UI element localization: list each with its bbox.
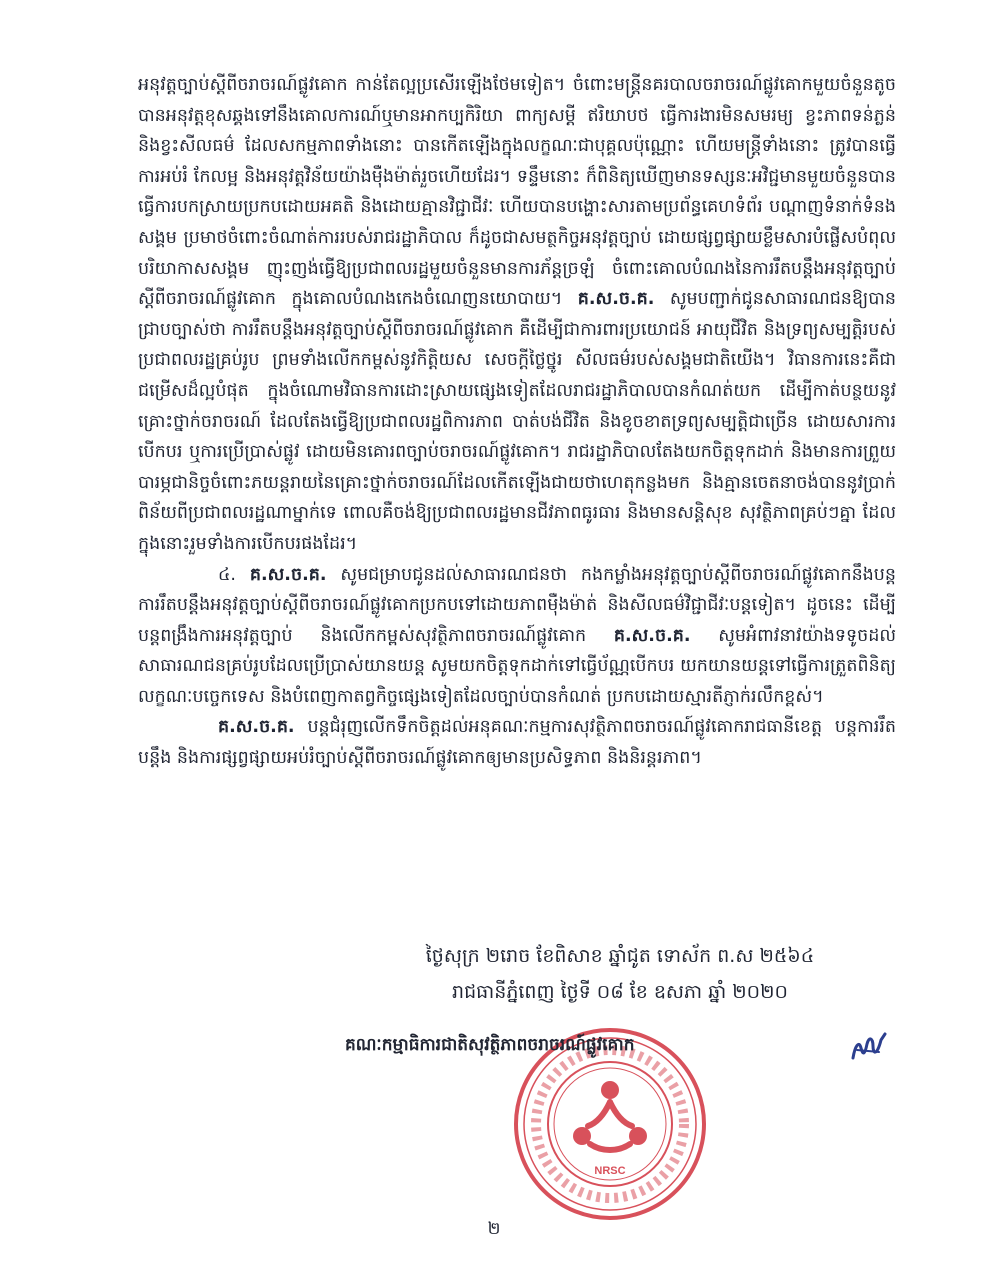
signature [847, 1030, 889, 1064]
committee-abbreviation: គ.ស.ច.គ. [613, 625, 691, 646]
paragraph [138, 70, 896, 560]
paragraph-text: អនុវត្តច្បាប់ស្តីពីចរាចរណ៍ផ្លូវគោក កាន់តែល្អប្រសើរឡើងថែមទៀត។ ចំពោះមន្ត្រីនគរបាលចរាចរណ៍ផ្លូវគោកមួយចំនួនតូចបានអនុវត្តខុសឆ្គងទៅនឹងគោលការណ៍ឬមានអាកប្បកិរិយា ពាក្យសម្តី ឥរិយាបថ ធ្វើការងារមិនសមរម្យ ខ្វះភាពទន់ភ្លន់ និងខ្វះសីលធម៌ ដែលសកម្មភាពទាំងនោះ បានកើតឡើងក្នុងលក្ខណៈជាបុគ្គលប៉ុណ្ណោះ ហើយមន្ត្រីទាំងនោះ ត្រូវបានធ្វើការអប់រំ កែលម្អ និងអនុវត្តវិន័យយ៉ាងម៉ឺងម៉ាត់រួចហើយដែរ។ ទន្ទឹមនោះ ក៏ពិនិត្យឃើញមានទស្សនៈអវិជ្ជមានមួយចំនួនបានធ្វើការបកស្រាយប្រកបដោយអគតិ និងដោយគ្មានវិជ្ជាជីវៈ ហើយបានបង្ហោះសារតាមប្រព័ន្ធគេហទំព័រ បណ្តាញទំនាក់ទំនងសង្គម ប្រមាថចំពោះចំណាត់ការរបស់រាជរដ្ឋាភិបាល ក៏ដូចជាសមត្ថកិច្ចអនុវត្តច្បាប់ ដោយផ្សព្វផ្សាយខ្លឹមសារបំផ្លើសបំពុលបរិយាកាសសង្គម ញុះញង់ធ្វើឱ្យប្រជាពលរដ្ឋមួយចំនួនមានការភ័ន្តច្រឡំ ចំពោះគោលបំណងនៃការរឹតបន្តឹងអនុវត្តច្បាប់ស្តីពីចរាចរណ៍ផ្លូវគោក ក្នុងគោលបំណងកេងចំណេញនយោបាយ។ [138, 75, 896, 310]
document-body [138, 70, 896, 774]
page-number: ២ [487, 1219, 501, 1239]
paragraph [138, 712, 896, 773]
seal-text: NRSC [594, 1165, 626, 1177]
committee-abbreviation: គ.ស.ច.គ. [218, 717, 295, 738]
paragraph-text: សូមជម្រាបជូនដល់សាធារណជនថា កងកម្លាំងអនុវត្តច្បាប់ស្តីពីចរាចរណ៍ផ្លូវគោកនឹងបន្តការរឹតបន្តឹងអនុវត្តច្បាប់ស្តីពីចរាចរណ៍ផ្លូវគោកប្រកបទៅដោយភាពម៉ឺងម៉ាត់ និងសីលធម៌វិជ្ជាជីវៈបន្តទៀត។ ដូចនេះ ដើម្បីបន្តពង្រឹងការអនុវត្តច្បាប់ និងលើកកម្ពស់សុវត្ថិភាពចរាចរណ៍ផ្លូវគោក [138, 564, 897, 646]
place-date-line: រាជធានីភ្នំពេញ ថ្ងៃទី ០៨ ខែ ឧសភា ឆ្នាំ ២០២០ [452, 981, 788, 1003]
date-block [380, 938, 860, 1010]
committee-abbreviation: គ.ស.ច.គ. [249, 564, 327, 585]
paragraph-text: ៤. [218, 564, 250, 585]
lunar-date-line: ថ្ងៃសុក្រ ២រោច ខែពិសាខ ឆ្នាំជូត ទោស័ក ព.ស ២៥៦៤ [425, 945, 815, 967]
committee-abbreviation: គ.ស.ច.គ. [577, 289, 655, 310]
committee-name: គណៈកម្មាធិការជាតិសុវត្ថិភាពចរាចរណ៍ផ្លូវគោក [345, 1035, 635, 1055]
paragraph-text: សូមបញ្ជាក់ជូនសាធារណជនឱ្យបានជ្រាបច្បាស់ថា ការរឹតបន្តឹងអនុវត្តច្បាប់ស្តីពីចរាចរណ៍ផ្លូវគោក គឺដើម្បីជាការពារប្រយោជន៍ អាយុជីវិត និងទ្រព្យសម្បត្តិរបស់ប្រជាពលរដ្ឋគ្រប់រូប ព្រមទាំងលើកកម្ពស់នូវកិត្តិយស សេចក្តីថ្លៃថ្នូរ សីលធម៌របស់សង្គមជាតិយើង។ វិធានការនេះគឺជាជម្រើសដ៏ល្អបំផុត ក្នុងចំណោមវិធានការដោះស្រាយផ្សេងទៀតដែលរាជរដ្ឋាភិបាលបានកំណត់យក ដើម្បីកាត់បន្ថយនូវគ្រោះថ្នាក់ចរាចរណ៍ ដែលតែងធ្វើឱ្យប្រជាពលរដ្ឋពិការភាព បាត់បង់ជីវិត និងខូចខាតទ្រព្យសម្បត្តិជាច្រើន ដោយសារការបើកបរ ឬការប្រើប្រាស់ផ្លូវ ដោយមិនគោរពច្បាប់ចរាចរណ៍ផ្លូវគោក។ រាជរដ្ឋាភិបាលតែងយកចិត្តទុកដាក់ និងមានការព្រួយបារម្ភជានិច្ចចំពោះភយន្តរាយនៃគ្រោះថ្នាក់ចរាចរណ៍ដែលកើតឡើងជាយថាហេតុកន្លងមក និងគ្មានចេតនាចង់បាននូវប្រាក់ពិន័យពីប្រជាពលរដ្ឋណាម្នាក់ទេ ពោលគឺចង់ឱ្យប្រជាពលរដ្ឋមានជីវភាពធូរធារ និងមានសន្តិសុខ សុវត្ថិភាពគ្រប់ៗគ្នា ដែលក្នុងនោះរួមទាំងការបើកបរផងដែរ។ [138, 289, 897, 554]
paragraph-text: សូមអំពាវនាវយ៉ាងទទូចដល់សាធារណជនគ្រប់រូបដែលប្រើប្រាស់យានយន្ត សូមយកចិត្តទុកដាក់ទៅធ្វើប័ណ្ណបើកបរ យកយានយន្តទៅធ្វើការត្រួតពិនិត្យលក្ខណៈបច្ចេកទេស និងបំពេញកាតព្វកិច្ចផ្សេងទៀតដែលច្បាប់បានកំណត់ ប្រកបដោយស្មារតីភ្ញាក់រលឹកខ្ពស់។ [138, 625, 896, 707]
paragraph-text: បន្តជំរុញលើកទឹកចិត្តដល់អនុគណៈកម្មការសុវត្ថិភាពចរាចរណ៍ផ្លូវគោករាជធានីខេត្ត បន្តការរឹតបន្តឹង និងការផ្សព្វផ្សាយអប់រំច្បាប់ស្តីពីចរាចរណ៍ផ្លូវគោកឲ្យមានប្រសិទ្ធភាព និងនិរន្តរភាព។ [138, 717, 896, 769]
paragraph [138, 560, 896, 713]
